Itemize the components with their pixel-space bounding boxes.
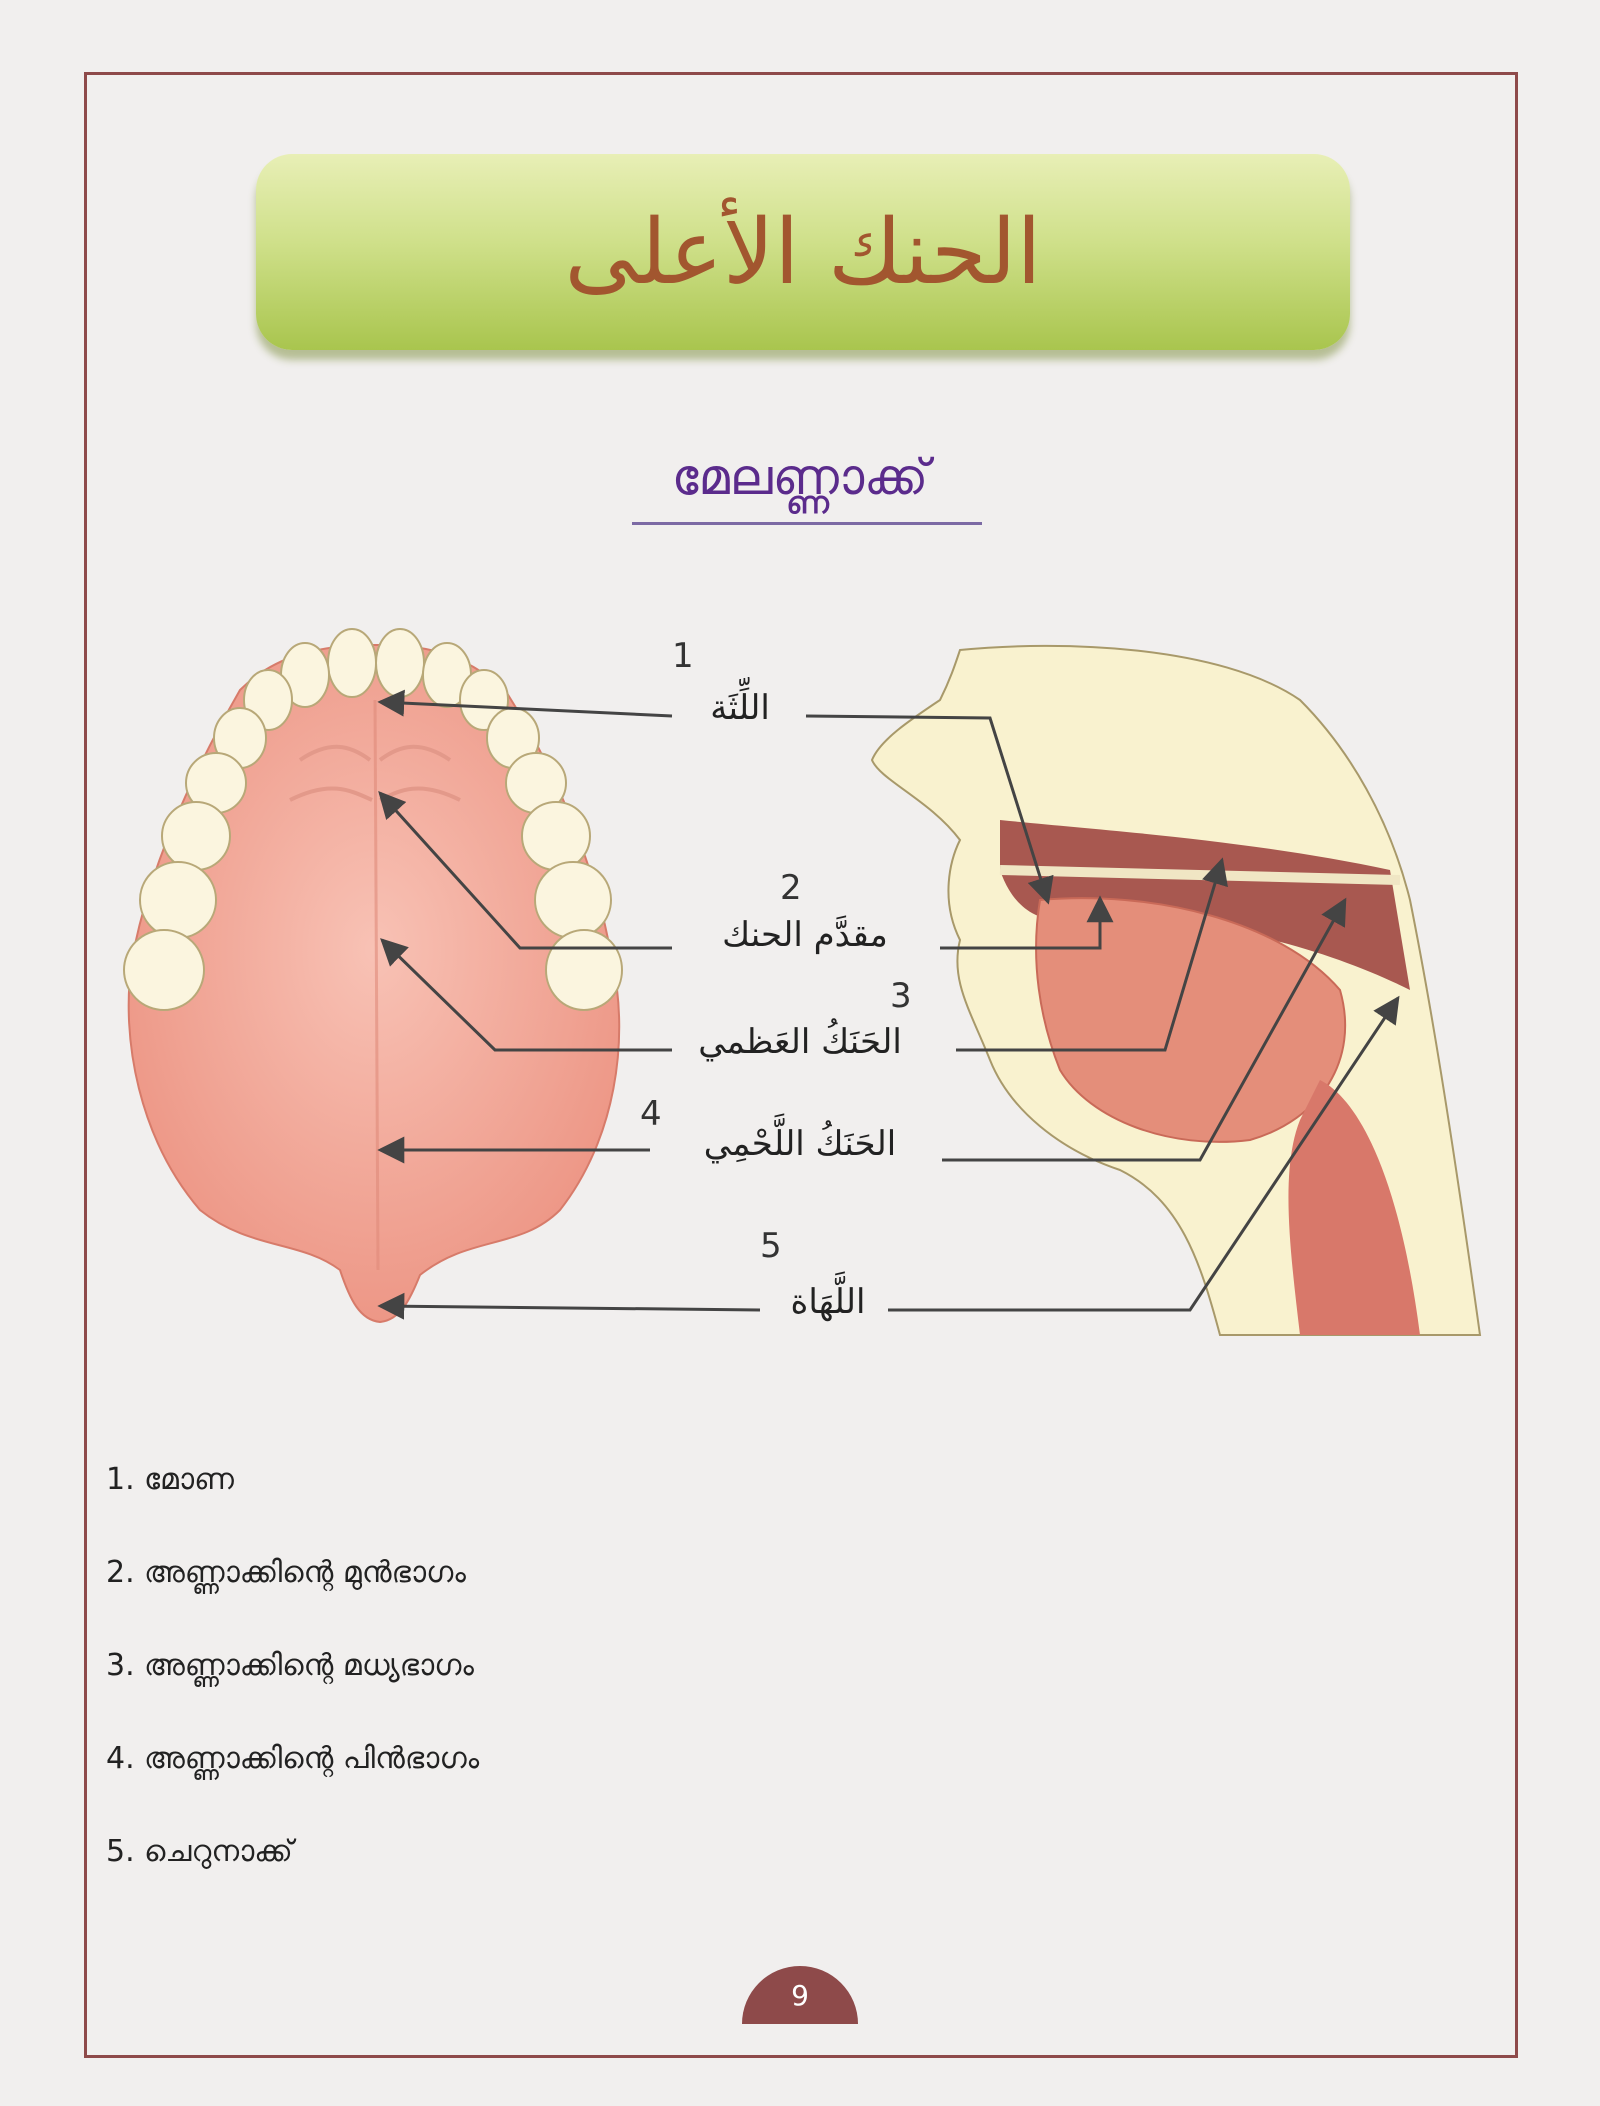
label-hard-palate: الحَنَكُ العَظمي bbox=[698, 1022, 902, 1062]
label-number-2: 2 bbox=[780, 868, 802, 908]
page-title: الحنك الأعلى bbox=[564, 199, 1042, 305]
page-number: 9 bbox=[742, 1966, 858, 2024]
label-uvula: اللَّهَاة bbox=[790, 1282, 866, 1322]
label-soft-palate: الحَنَكُ اللَّحْمِي bbox=[703, 1124, 897, 1164]
label-gum: اللِّثَة bbox=[710, 688, 770, 728]
label-number-5: 5 bbox=[760, 1226, 782, 1266]
list-item: 1. മോണ bbox=[106, 1462, 234, 1497]
page-subtitle: മേലണ്ണാക്ക് bbox=[671, 448, 929, 506]
label-number-4: 4 bbox=[640, 1094, 662, 1134]
list-item: 4. അണ്ണാക്കിന്റെ പിൻഭാഗം bbox=[106, 1741, 480, 1776]
label-number-3: 3 bbox=[890, 976, 912, 1016]
list-item: 2. അണ്ണാക്കിന്റെ മുൻഭാഗം bbox=[106, 1555, 466, 1590]
list-item: 5. ചെറുനാക്ക് bbox=[106, 1834, 293, 1869]
label-front-palate: مقدَّم الحنك bbox=[722, 915, 888, 955]
label-number-1: 1 bbox=[672, 636, 694, 676]
upper-palate-illustration bbox=[124, 629, 622, 1322]
head-section-illustration bbox=[872, 646, 1480, 1335]
term-list bbox=[106, 1462, 479, 1927]
list-item: 3. അണ്ണാക്കിന്റെ മധ്യഭാഗം bbox=[106, 1648, 474, 1683]
